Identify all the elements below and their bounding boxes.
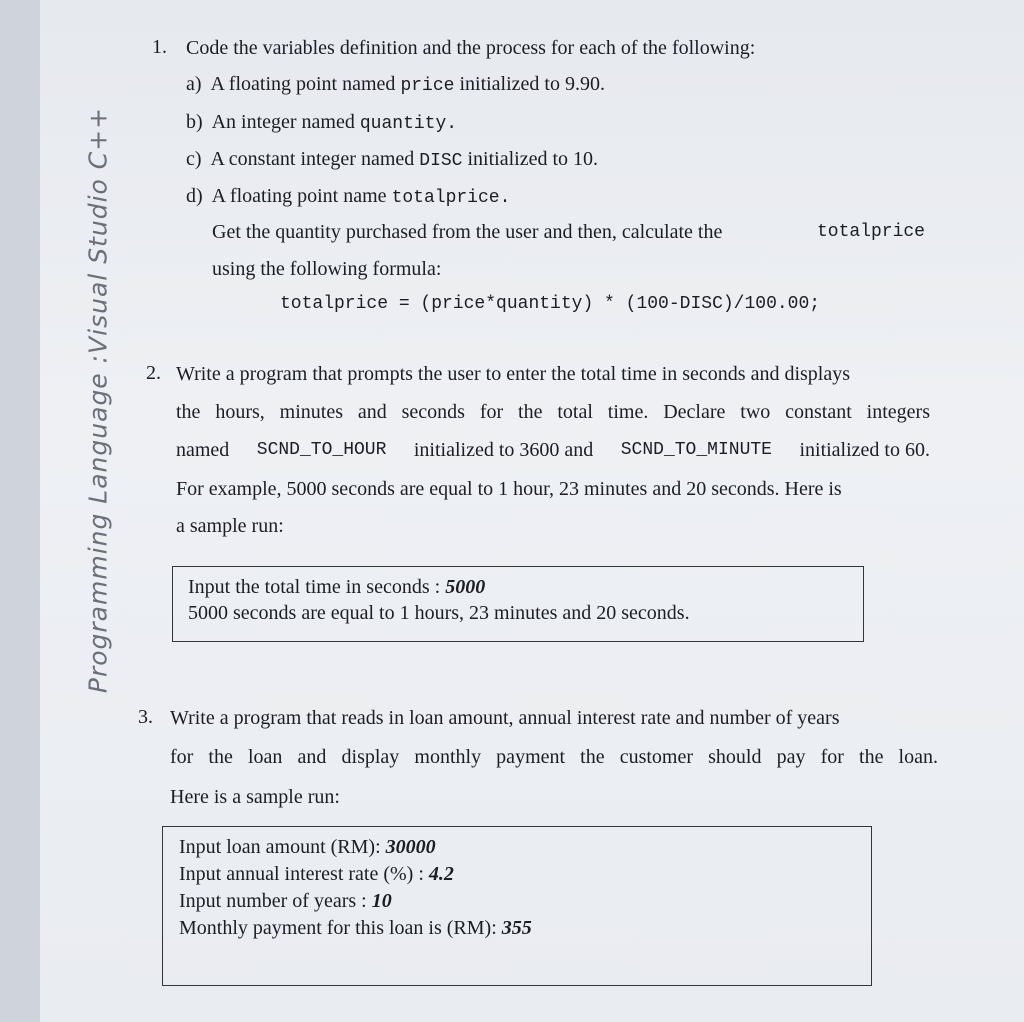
q1-item-d [186,184,510,210]
q3-sample-line [179,888,392,915]
q3-sample-value: 30000 [385,836,436,858]
q2-code-hour: SCND_TO_HOUR [256,440,387,460]
q2-sample-input: 5000 [445,576,486,598]
q2-sample-output: 5000 seconds are equal to 1 hours, 23 minutes and 20 seconds. [188,602,690,624]
q2-sample-prompt: Input the total time in seconds : [188,576,441,598]
q1-item-c-code: DISC [419,151,463,171]
q1-instruction-line1 [212,220,925,244]
q1-instruction-code: totalprice [816,222,925,242]
q1-item-d-code: totalprice. [391,188,511,208]
q1-item-a-tail: initialized to 9.90. [459,73,605,95]
q1-instruction-line2: using the following formula: [212,258,442,280]
q2-line5: a sample run: [176,515,284,537]
q1-item-d-text: A floating point name [211,185,387,207]
q1-item-c [186,147,598,173]
q1-item-a [186,72,605,98]
q1-number: 1. [152,36,167,58]
q2-number: 2. [146,362,161,384]
q3-sample-run-box [162,826,872,986]
q2-line3-c: initialized to 60. [799,439,930,461]
q2-code-minute: SCND_TO_MINUTE [620,440,772,460]
q1-item-c-label: c) [186,148,202,170]
q1-formula: totalprice = (price*quantity) * (100-DISC)/100.00; [280,294,821,314]
q1-item-b-text: An integer named [211,111,355,133]
q3-sample-label: Monthly payment for this loan is (RM): [179,917,497,939]
q1-instruction-text: Get the quantity purchased from the user and then, calculate the [212,221,723,243]
q3-sample-line [179,861,454,888]
q3-line2: for the loan and display monthly payment the customer should pay for the loan. [170,746,938,768]
handwritten-note: Programming Language :Visual Studio C++ [83,106,113,694]
q3-number: 3. [138,706,153,728]
q1-prompt: Code the variables definition and the process for each of the following: [186,37,756,59]
q3-line1: Write a program that reads in loan amount, annual interest rate and number of years [170,707,840,729]
q3-sample-line [179,834,436,861]
q1-item-d-label: d) [186,185,203,207]
q1-item-a-code: price [400,76,455,96]
q3-sample-line [179,915,532,942]
q2-sample-run-box [172,566,864,642]
q1-item-a-label: a) [186,73,202,95]
q3-sample-label: Input annual interest rate (%) : [179,863,424,885]
q1-item-c-text: A constant integer named [210,148,415,170]
q1-item-b-code: quantity. [359,114,458,134]
q3-sample-value: 355 [501,917,532,939]
q3-sample-value: 10 [371,890,392,912]
q1-item-b-label: b) [186,111,203,133]
q1-item-a-text: A floating point named [210,73,396,95]
q1-item-c-tail: initialized to 10. [467,148,599,170]
q2-line3-a: named [176,439,230,461]
q2-line3-b: initialized to 3600 and [413,439,594,461]
q3-line3: Here is a sample run: [170,786,340,808]
q1-item-b [186,110,457,136]
q3-sample-label: Input loan amount (RM): [179,836,381,858]
q2-line2: the hours, minutes and seconds for the total time. Declare two constant integers [176,401,930,423]
q3-sample-value: 4.2 [428,863,454,885]
q3-sample-label: Input number of years : [179,890,367,912]
page-edge-shadow [0,0,40,1022]
q2-line3 [176,438,930,462]
q2-line1: Write a program that prompts the user to enter the total time in seconds and displays [176,363,851,385]
q2-sample-prompt-line [188,574,485,601]
q2-line4: For example, 5000 seconds are equal to 1 hour, 23 minutes and 20 seconds. Here is [176,478,842,500]
